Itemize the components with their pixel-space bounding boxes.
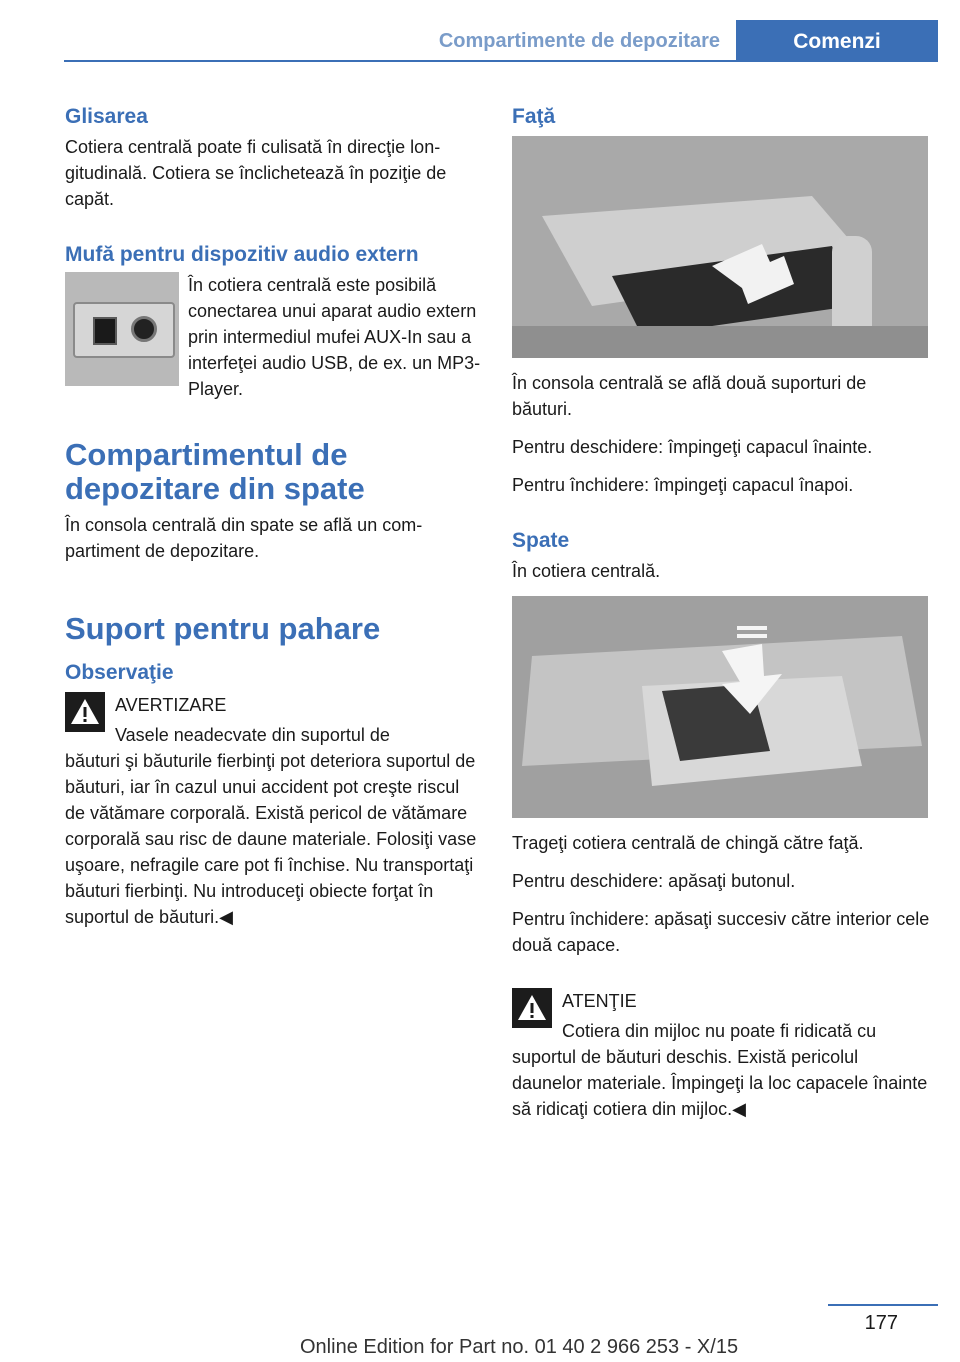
left-column [65, 104, 483, 930]
warning-text [65, 722, 483, 930]
back-text-1: În cotiera centrală. [512, 561, 661, 581]
back-heading: Spate [512, 529, 570, 552]
back-text-3: Pentru deschidere: apăsaţi butonul. [512, 871, 796, 891]
caution-rest: suportul de băuturi deschis. Există pericolul daunelor materiale. Împingeţi la loc capacele înainte să ridicaţi cotiera din mijloc.◀ [512, 1047, 928, 1119]
front-text-3: Pentru închidere: împingeţi capacul înapoi. [512, 475, 854, 495]
rear-armrest-photo [512, 596, 928, 818]
aux-usb-port-image [65, 272, 179, 386]
front-heading: Faţă [512, 105, 556, 128]
front-cup-holder-illustration [512, 136, 928, 358]
rear-armrest-illustration [512, 596, 928, 818]
right-column [512, 104, 930, 1122]
usb-port-icon [93, 317, 117, 345]
header-chapter-tab: Comenzi [736, 20, 938, 62]
caution-block [512, 988, 930, 1122]
warning-title: AVERTIZARE [115, 695, 227, 715]
caution-title: ATENŢIE [562, 991, 637, 1011]
warning-first-line: Vasele neadecvate din suportul de [115, 725, 390, 745]
warning-block [65, 692, 483, 930]
slide-text: Cotiera centrală poate fi culisată în direcţie longitudinală. Cotiera se înclichetează în poziţie de capăt. [65, 137, 447, 209]
note-heading: Observaţie [65, 661, 174, 684]
warning-triangle-icon [65, 692, 105, 732]
back-text-4: Pentru închidere: apăsaţi succesiv către interior cele două capace. [512, 909, 930, 955]
port-panel [73, 302, 175, 358]
front-cup-holder-photo [512, 136, 928, 358]
slide-heading: Glisarea [65, 105, 148, 128]
header-section-title: Compartimente de depozitare [438, 30, 720, 52]
aux-jack-icon [131, 316, 157, 342]
rear-storage-heading: Compartimentul de depozitare din spate [65, 437, 365, 506]
audio-text: În cotiera centrală este posibilă conectarea unui aparat audio extern prin intermediul mufei AUX-In sau a interfeţei audio USB, de ex. un MP3-Player. [188, 275, 481, 399]
audio-section [65, 272, 483, 402]
front-text-1: În consola centrală se află două suporturi de băuturi. [512, 373, 867, 419]
audio-heading: Mufă pentru dispozitiv audio extern [65, 243, 419, 266]
header-rule [64, 60, 938, 62]
page-footer [0, 1300, 960, 1362]
footer-rule [828, 1304, 938, 1306]
rear-storage-text: În consola centrală din spate se află un compartiment de depozitare. [65, 515, 423, 561]
cup-holder-heading: Suport pentru pahare [65, 611, 381, 646]
warning-rest: băuturi şi băuturile fierbinţi pot deteriora suportul de băuturi, iar în cazul unui accident pot creşte riscul de vătămare corporală. Există pericol de vătămare corporală sau risc de daune materiale. Folosiţi vase uşoare, nefragile care pot fi închise. Nu transportaţi băuturi fierbinţi. Nu introduceţi obiecte forţat în suportul de băuturi.◀ [65, 751, 477, 927]
caution-triangle-icon [512, 988, 552, 1028]
page-number: 177 [864, 1312, 898, 1334]
back-text-2: Trageţi cotiera centrală de chingă către faţă. [512, 833, 864, 853]
caution-text [512, 1018, 930, 1122]
page-header [0, 0, 960, 62]
caution-first-line: Cotiera din mijloc nu poate fi ridicată cu [562, 1021, 877, 1041]
front-text-2: Pentru deschidere: împingeţi capacul înainte. [512, 437, 873, 457]
edition-text: Online Edition for Part no. 01 40 2 966 253 - X/15 [300, 1336, 739, 1358]
